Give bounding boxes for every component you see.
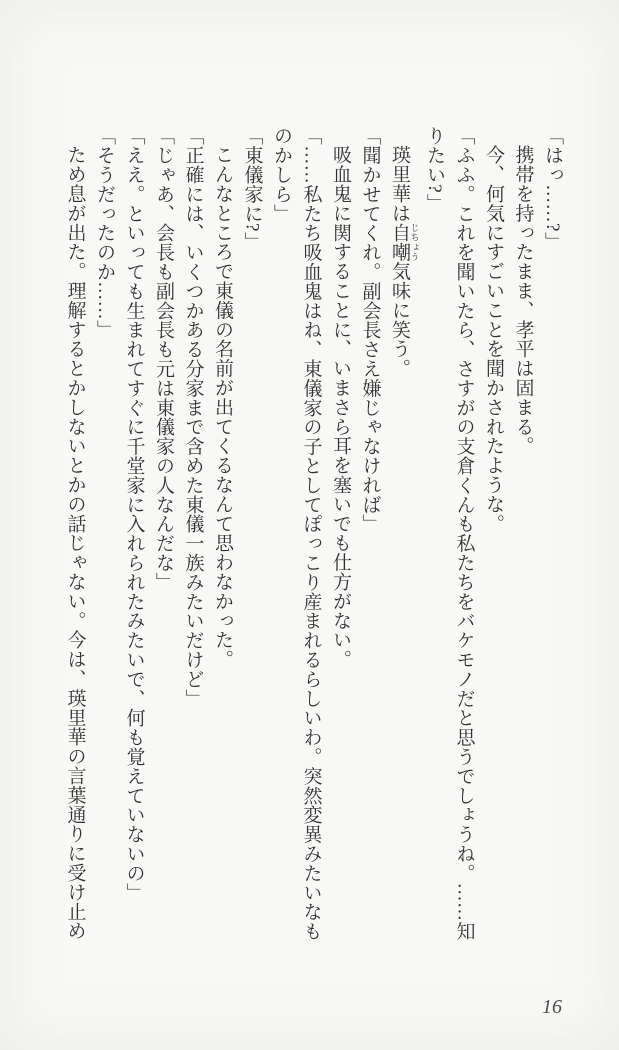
text-column: 「ふふ。これを聞いたら、さすがの支倉くんも私たちをバケモノだと思うでしょうね。……知: [453, 126, 475, 941]
text-column: 「じゃあ、会長も副会長も元は東儀家の人なんだな」: [153, 126, 174, 592]
text-column: 「正確には、いくつかある分家まで含めた東儀一族みたいだけど」: [182, 126, 204, 708]
text-column: ため息が出た。理解するとかしないとかの話じゃない。今は、瑛里華の言葉通りに受け止め: [64, 145, 86, 941]
text-column: 「ええ。といっても生まれてすぐに千堂家に入れられたみたいで、何も覚えていないの」: [123, 126, 145, 902]
text-column: 「……私たち吸血鬼はね、東儀家の子としてぽっこり産まれるらしいわ。突然変異みたいなも: [300, 126, 322, 941]
text-column: 「そうだったのか……」: [94, 126, 115, 340]
furigana: じちょう: [409, 222, 420, 262]
text-column: こんなところで東儀の名前が出てくるなんて思わなかった。: [212, 145, 233, 669]
page-text: [60, 126, 567, 948]
text-column: りたい?」: [424, 126, 445, 213]
text-column: 「東儀家に?」: [241, 126, 263, 252]
text-column: 瑛里華は自嘲 じちょう気味に笑う。: [389, 145, 420, 378]
ruby-annotated-word: 自嘲 じちょう: [389, 222, 420, 262]
text-column: 「聞かせてくれ。副会長さえ嫌じゃなければ」: [359, 126, 381, 534]
text-column: 吸血鬼に関することに、いまさら耳を塞いでも仕方がない。: [330, 145, 351, 669]
text-column: 携帯を持ったまま、孝平は固まる。: [512, 145, 534, 456]
text-column: 「はっ……?」: [542, 126, 563, 252]
text-column: のかしら」: [271, 126, 292, 223]
page-number: 16: [542, 996, 562, 1018]
text-column: 今、何気にすごいことを聞かされたような。: [483, 145, 504, 533]
